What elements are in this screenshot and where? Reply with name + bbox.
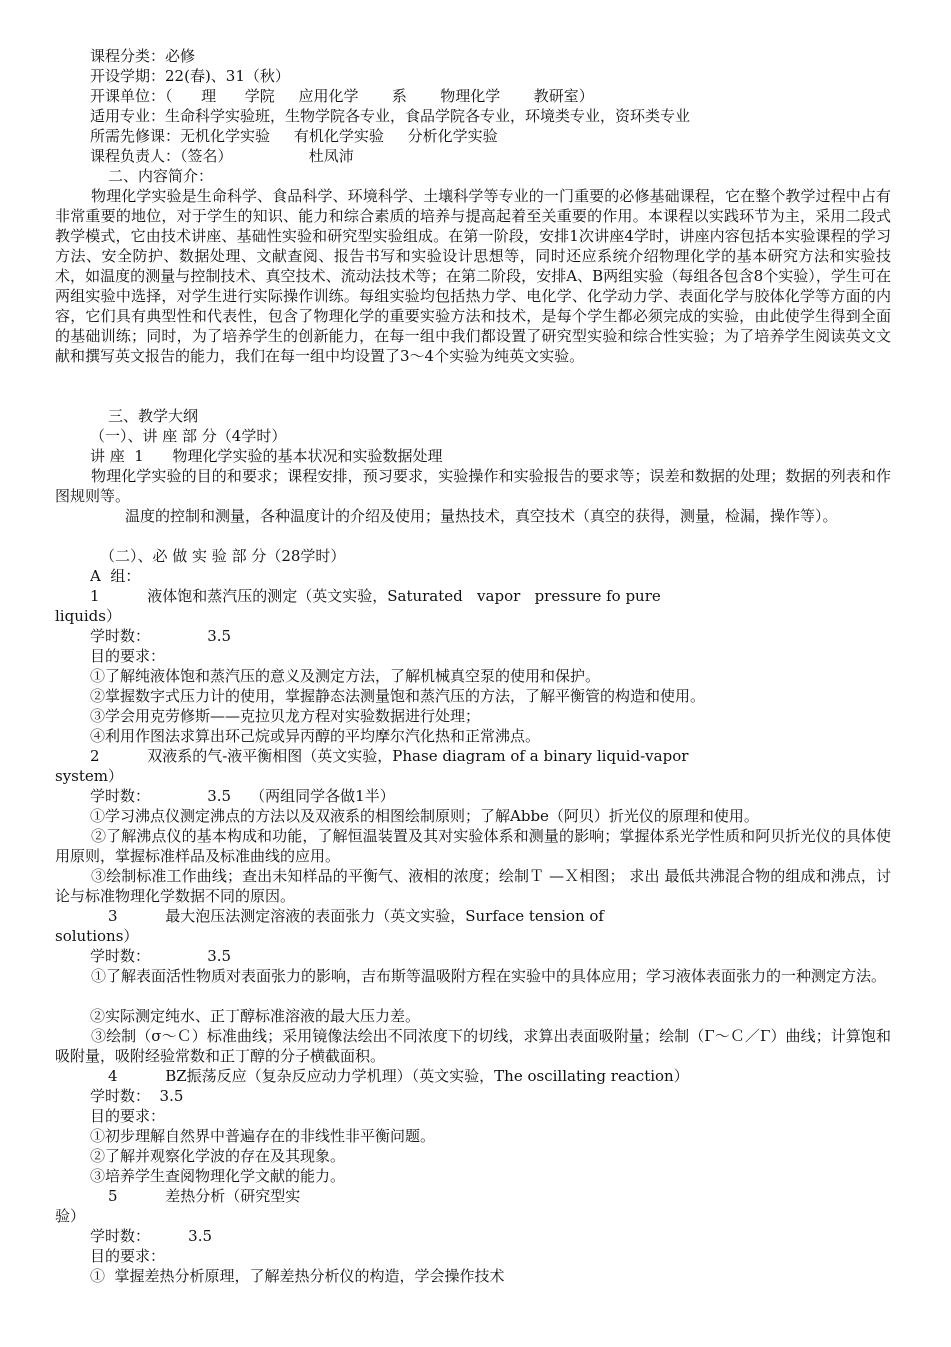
experiment-4-item: ③培养学生查阅物理化学文献的能力。	[90, 1167, 346, 1185]
experiment-2-item: ③绘制标准工作曲线；查出未知样品的平衡气、液相的浓度；绘制Ｔ —Ｘ相图； 求出 最低共沸混合物的组成和沸点，讨论与标准物理化学数据不同的原因。	[55, 867, 891, 906]
intro-heading: 二、内容简介：	[108, 167, 214, 185]
course-teacher: 课程负责人：（签名） 杜凤沛	[90, 147, 354, 165]
experiment-1-item: ③学会用克劳修斯——克拉贝龙方程对实验数据进行处理；	[90, 707, 481, 725]
course-semester: 开设学期：22(春)、31（秋）	[90, 67, 290, 85]
experiment-5-item: ① 掌握差热分析原理，了解差热分析仪的构造，学会操作技术	[90, 1267, 505, 1285]
course-majors: 适用专业：生命科学实验班，生物学院各专业，食品学院各专业，环境类专业，资环类专业	[90, 107, 691, 125]
experiment-3-title-cont: solutions）	[55, 927, 139, 945]
experiment-3-hours: 学时数： 3.5	[90, 947, 232, 965]
group-a-label: A 组：	[90, 567, 141, 585]
experiment-2-title-cont: system）	[55, 767, 123, 785]
experiment-1-item: ②掌握数字式压力计的使用，掌握静态法测量饱和蒸汽压的方法，了解平衡管的构造和使用。	[90, 687, 706, 705]
experiment-3-item: ①了解表面活性物质对表面张力的影响，吉布斯等温吸附方程在实验中的具体应用；学习液体表面张力的一种测定方法。	[91, 967, 887, 985]
experiment-4-title: 4 BZ振荡反应（复杂反应动力学机理）（英文实验，The oscillating reaction）	[108, 1067, 689, 1085]
intro-paragraph: 物理化学实验是生命科学、食品科学、环境科学、土壤科学等专业的一门重要的必修基础课程，它在整个教学过程中占有非常重要的地位，对于学生的知识、能力和综合素质的培养与提高起着至关重要的作用。本课程以实践环节为主，采用二段式教学模式，它由技术讲座、基础性实验和研究型实验组成。在第一阶段，安排1次讲座4学时，讲座内容包括本实验课程的学习方法、安全防护、数据处理、文献查阅、报告书写和实验设计思想等，同时还应系统介绍物理化学的基本研究方法和实验技术，如温度的测量与控制技术、真空技术、流动法技术等；在第二阶段，安排A、B两组实验（每组各包含8个实验），学生可在两组实验中选择，对学生进行实际操作训练。每组实验均包括热力学、电化学、化学动力学、表面化学与胶体化学等方面的内容，它们具有典型性和代表性，包含了物理化学的重要实验方法和技术，是每个学生都必须完成的实验，由此使学生得到全面的基础训练；同时，为了培养学生的创新能力，在每一组中我们都设置了研究型实验和综合性实验；为了培养学生阅读英文文献和撰写英文报告的能力，我们在每一组中均设置了3～4个实验为纯英文实验。	[55, 187, 891, 366]
experiment-1-item: ④利用作图法求算出环己烷或异丙醇的平均摩尔汽化热和正常沸点。	[90, 727, 541, 745]
experiment-3-item: ③绘制（σ～Ｃ）标准曲线；采用镜像法绘出不同浓度下的切线，求算出表面吸附量；绘制（Γ～Ｃ／Γ）曲线；计算饱和吸附量，吸附经验常数和正丁醇的分子横截面积。	[55, 1027, 891, 1066]
experiment-1-requirements-label: 目的要求：	[90, 647, 166, 665]
experiment-5-hours: 学时数： 3.5	[90, 1227, 212, 1245]
lecture-part-heading: （一）、讲 座 部 分（4学时）	[90, 427, 287, 445]
experiment-2-item: ①学习沸点仪测定沸点的方法以及双液系的相图绘制原则；了解Abbe（阿贝）折光仪的原理和使用。	[90, 807, 759, 825]
experiment-1-title-cont: liquids）	[55, 607, 121, 625]
experiment-1-hours: 学时数： 3.5	[90, 627, 232, 645]
experiment-4-hours: 学时数： 3.5	[90, 1087, 184, 1105]
course-category: 课程分类：必修	[90, 47, 196, 65]
lecture-title: 讲 座 1 物理化学实验的基本状况和实验数据处理	[90, 447, 443, 465]
experiment-4-item: ②了解并观察化学波的存在及其现象。	[90, 1147, 346, 1165]
experiment-3-item: ②实际测定纯水、正丁醇标准溶液的最大压力差。	[90, 1007, 421, 1025]
experiment-2-item: ②了解沸点仪的基本构成和功能，了解恒温装置及其对实验体系和测量的影响；掌握体系光学性质和阿贝折光仪的具体使用原则，掌握标准样品及标准曲线的应用。	[55, 827, 891, 866]
experiment-2-hours: 学时数： 3.5 （两组同学各做1半）	[90, 787, 395, 805]
lecture-paragraph-2: 温度的控制和测量，各种温度计的介绍及使用；量热技术，真空技术（真空的获得，测量，检漏，操作等）。	[125, 507, 838, 525]
lecture-paragraph-1: 物理化学实验的目的和要求；课程安排，预习要求，实验操作和实验报告的要求等；误差和数据的处理；数据的列表和作图规则等。	[55, 467, 891, 506]
experiment-4-item: ①初步理解自然界中普遍存在的非线性非平衡问题。	[90, 1127, 436, 1145]
experiment-5-title: 5 差热分析（研究型实	[108, 1187, 301, 1205]
experiment-2-title: 2 双液系的气-液平衡相图（英文实验，Phase diagram of a binary liquid-vapor	[90, 747, 689, 765]
experiment-5-requirements-label: 目的要求：	[90, 1247, 166, 1265]
outline-heading: 三、教学大纲	[108, 407, 199, 425]
experiment-4-requirements-label: 目的要求：	[90, 1107, 166, 1125]
required-part-heading: （二）、必 做 实 验 部 分（28学时）	[100, 547, 346, 565]
course-prerequisites: 所需先修课：无机化学实验 有机化学实验 分析化学实验	[90, 127, 498, 145]
experiment-5-title-cont: 验）	[55, 1207, 86, 1225]
experiment-3-title: 3 最大泡压法测定溶液的表面张力（英文实验，Surface tension of	[108, 907, 604, 925]
experiment-1-item: ①了解纯液体饱和蒸汽压的意义及测定方法，了解机械真空泵的使用和保护。	[90, 667, 601, 685]
experiment-1-title: 1 液体饱和蒸汽压的测定（英文实验，Saturated vapor pressure fo pure	[90, 587, 661, 605]
course-unit: 开课单位：（ 理 学院 应用化学 系 物理化学 教研室）	[90, 87, 594, 105]
